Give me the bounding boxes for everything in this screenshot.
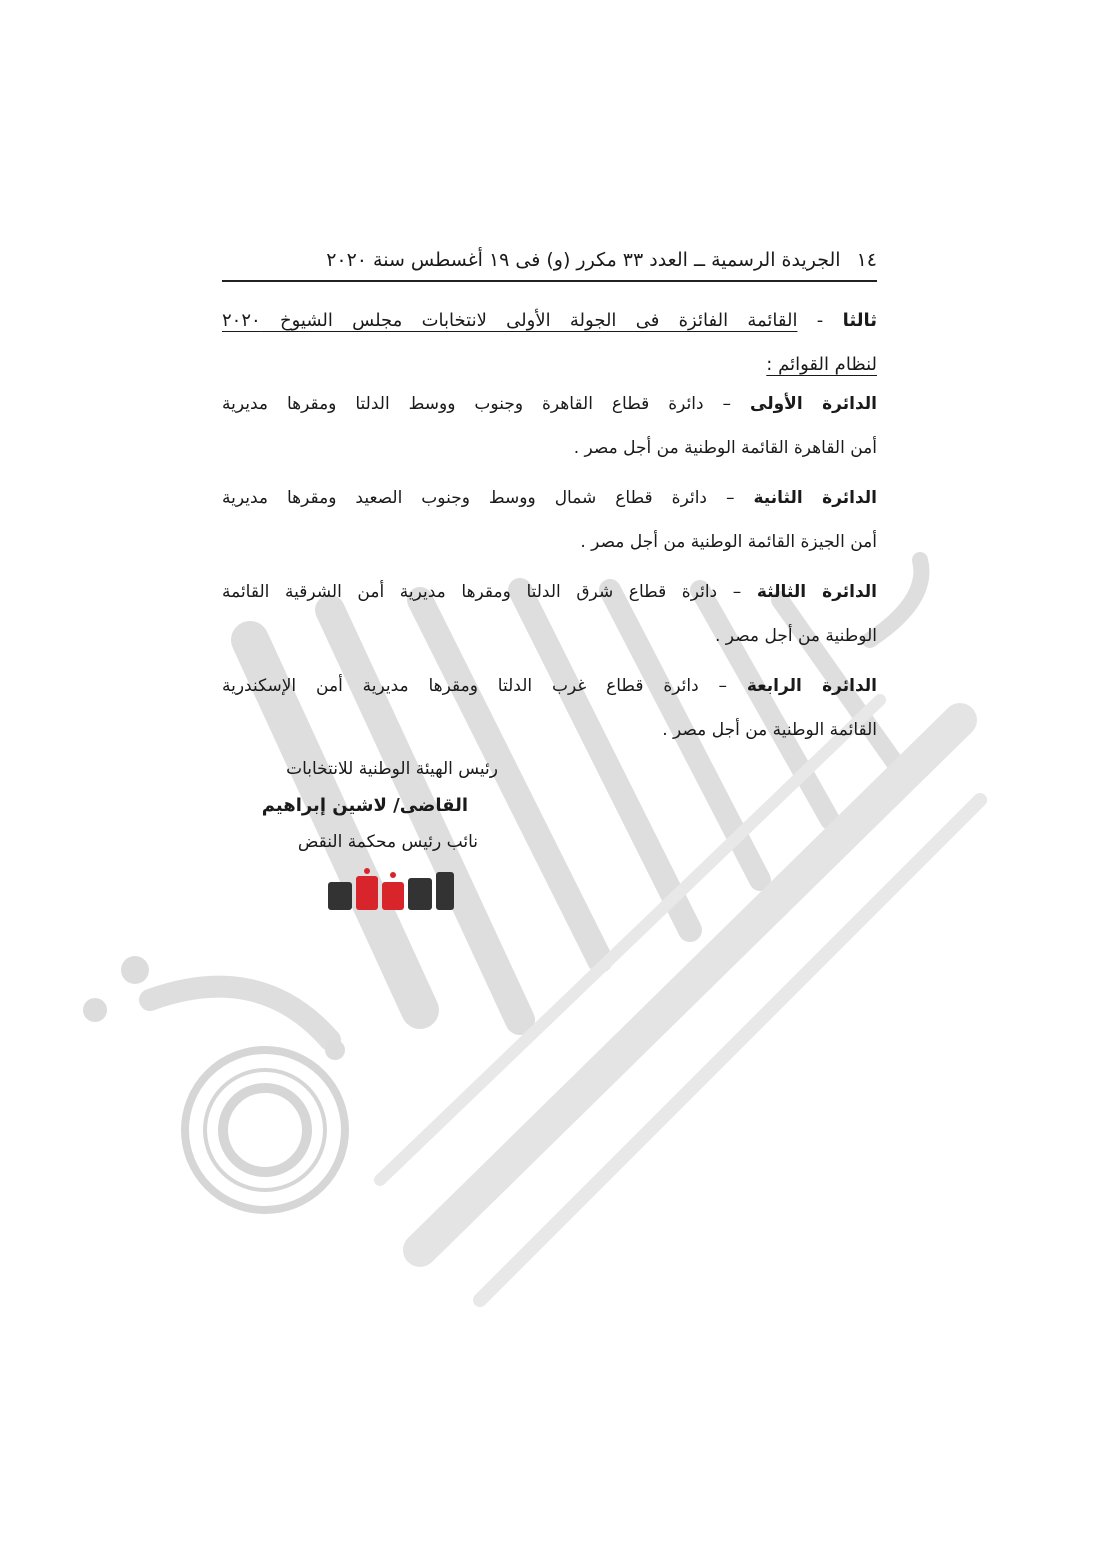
district-paragraph [222,476,877,564]
district-desc: – دائرة قطاع غرب الدلتا ومقرها مديرية أمن الإسكندرية [222,676,728,696]
district-line2: أمن الجيزة القائمة الوطنية من أجل مصر . [580,532,877,552]
district-line1 [222,476,877,520]
page-header [222,240,877,282]
district-paragraph [222,382,877,470]
district-line2: الوطنية من أجل مصر . [715,626,877,646]
district-line2: القائمة الوطنية من أجل مصر . [662,720,877,740]
district-desc: – دائرة قطاع شرق الدلتا ومقرها مديرية أمن الشرقية القائمة [222,582,742,602]
district-paragraph [222,570,877,658]
district-line1 [222,382,877,426]
signature-block [248,752,498,858]
district-name: الدائرة الثانية [753,488,878,508]
section-title [222,310,877,332]
district-name: الدائرة الأولى [750,394,878,414]
section-dash: - [797,310,824,331]
district-desc: – دائرة قطاع القاهرة وجنوب ووسط الدلتا ومقرها مديرية [222,394,732,414]
district-line2: أمن القاهرة القائمة الوطنية من أجل مصر . [573,438,877,458]
signatory-deputy-title: نائب رئيس محكمة النقض [297,832,478,852]
section-lead: ثالثا [842,310,877,331]
section-title-line1: القائمة الفائزة فى الجولة الأولى لانتخابات مجلس الشيوخ ٢٠٢٠ [222,310,798,331]
district-name: الدائرة الرابعة [746,676,877,696]
district-desc: – دائرة قطاع شمال ووسط وجنوب الصعيد ومقرها مديرية [222,488,735,508]
district-paragraph [222,664,877,752]
signatory-role: رئيس الهيئة الوطنية للانتخابات [286,759,498,779]
district-name: الدائرة الثالثة [756,582,878,602]
page-number: ١٤ [856,249,877,271]
publication-line: الجريدة الرسمية ــ العدد ٣٣ مكرر (و) فى ١٩ أغسطس سنة ٢٠٢٠ [326,249,841,271]
district-line1 [222,570,877,614]
district-line1 [222,664,877,708]
document-page [222,240,877,752]
vetogate-logo-icon [322,868,462,918]
section-title-line2: لنظام القوائم : [766,354,877,375]
signatory-name: القاضى/ لاشين إبراهيم [261,795,468,816]
